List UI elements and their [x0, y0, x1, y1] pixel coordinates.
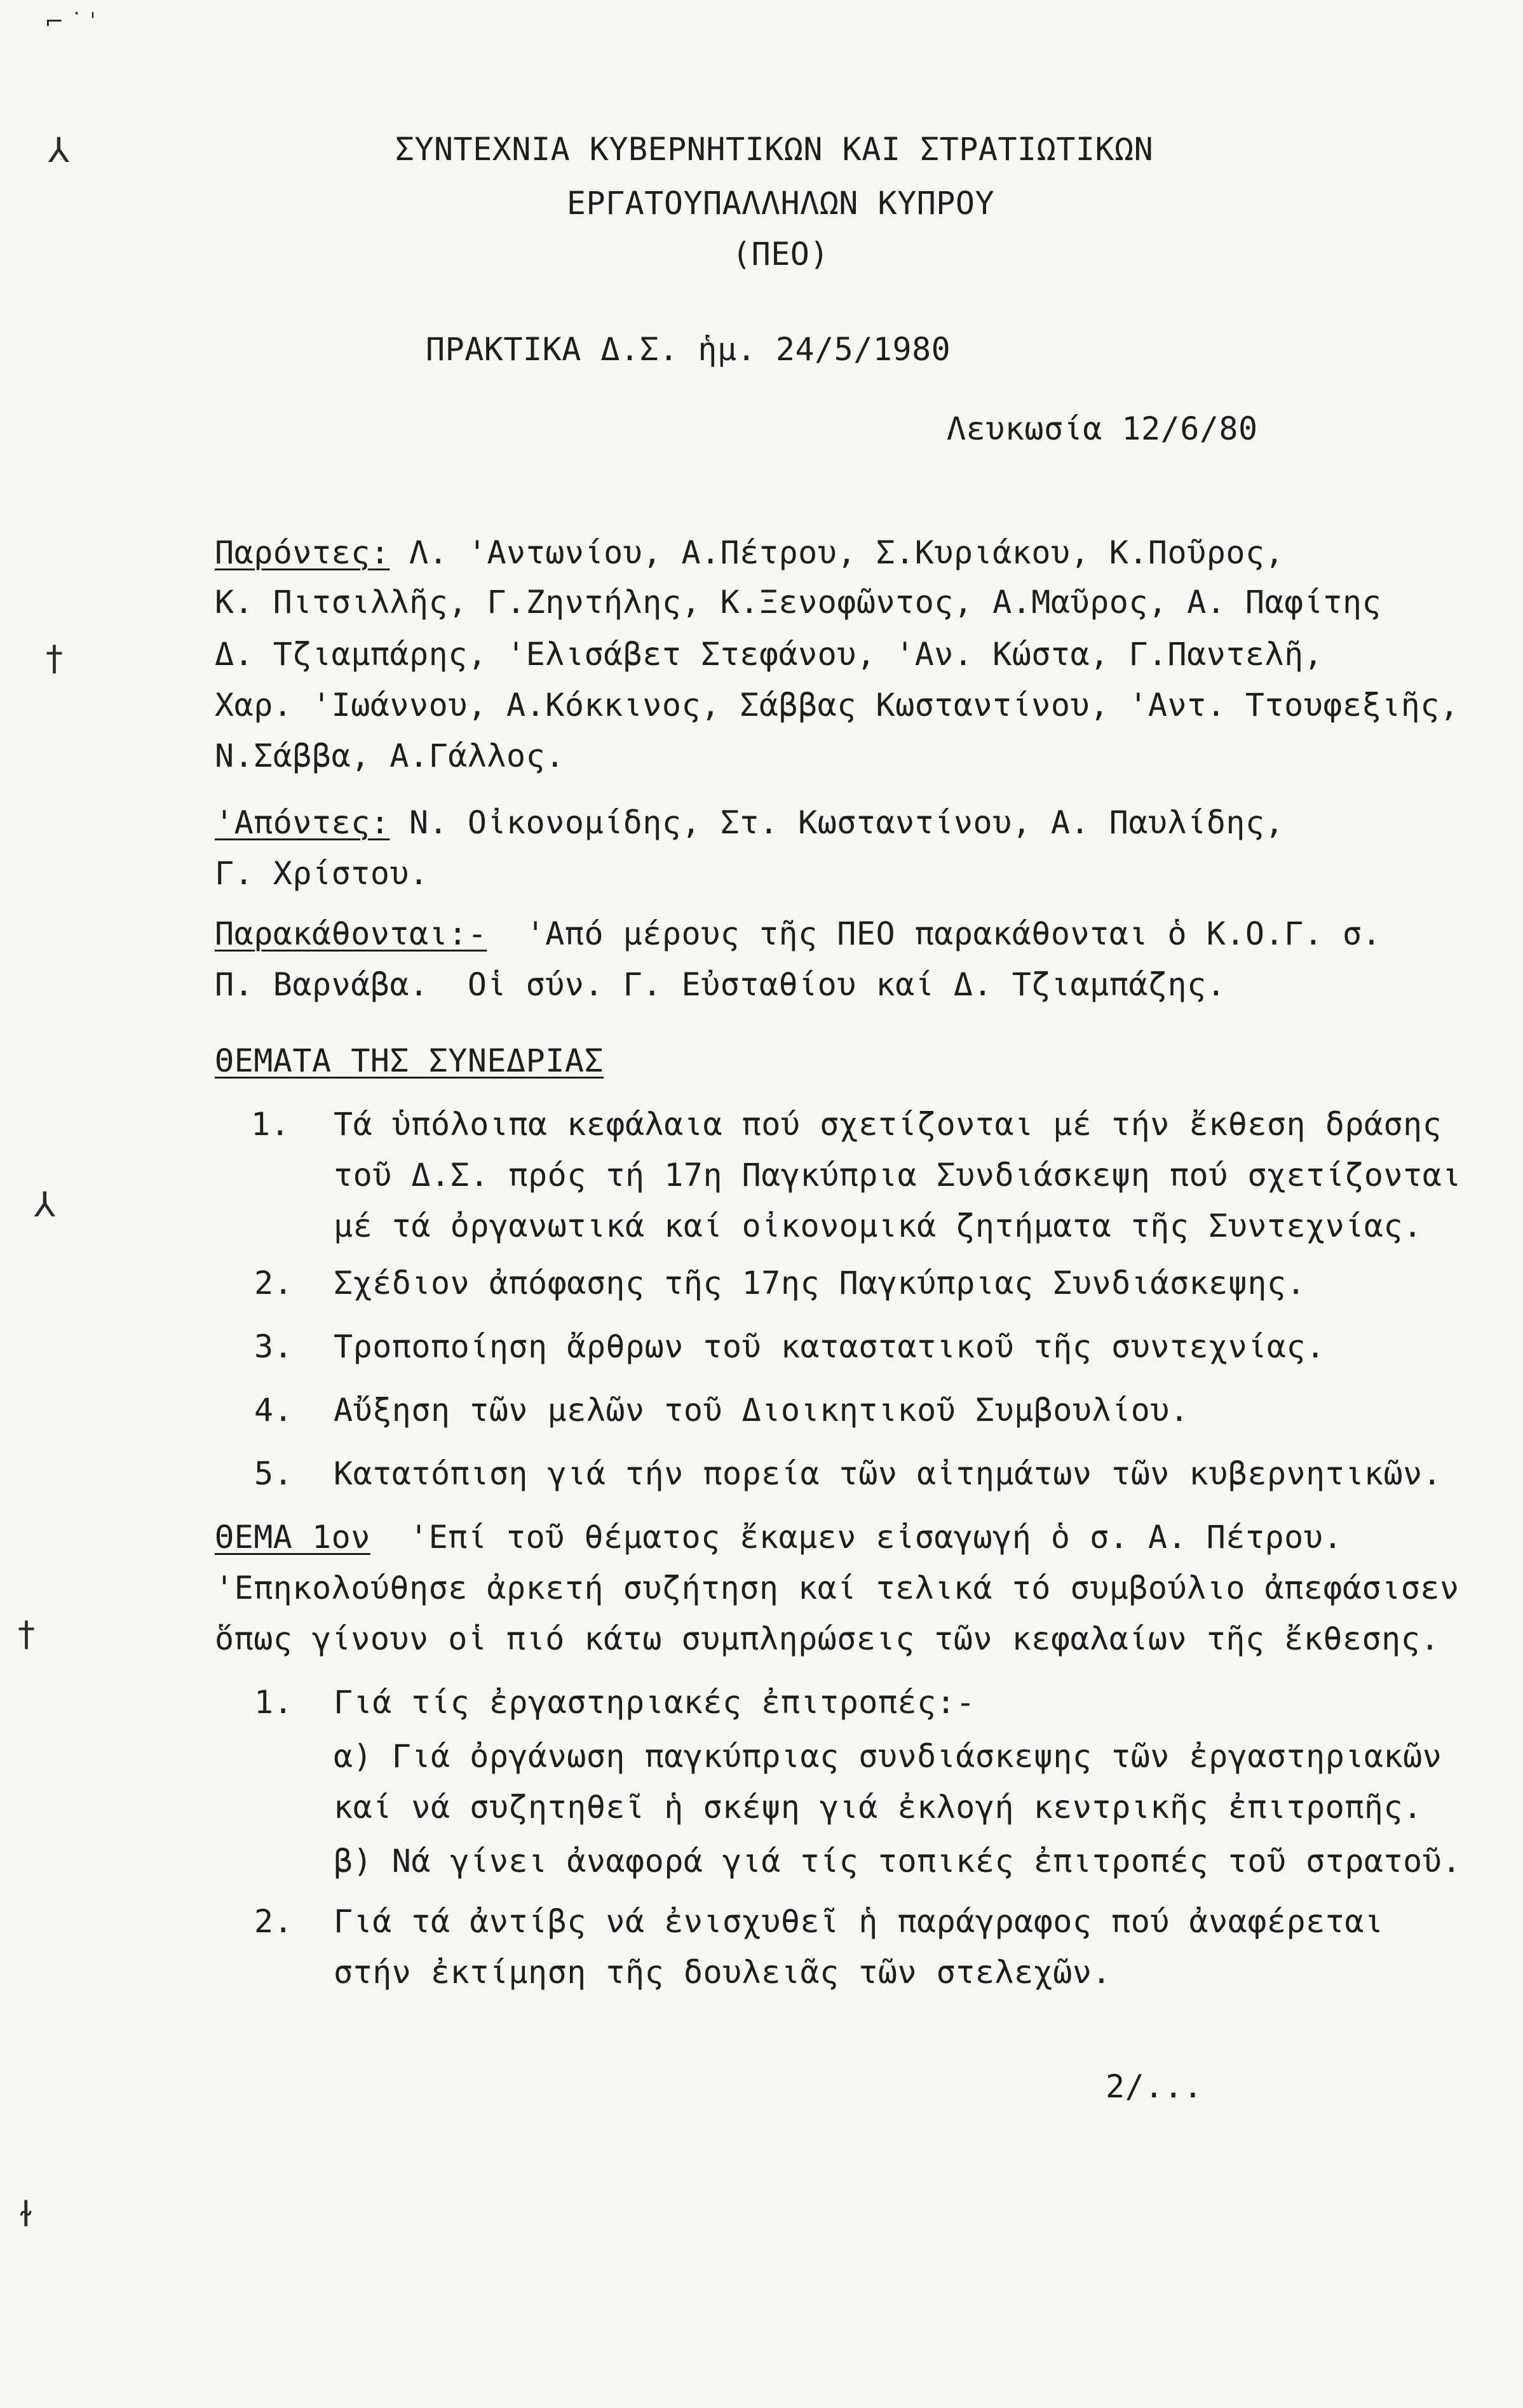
agenda-item-text: Τροποποίηση ἄρθρων τοῦ καταστατικοῦ τῆς συντεχνίας. — [334, 1328, 1325, 1365]
margin-tick-mark-icon: ⅄ — [48, 130, 69, 170]
agenda-item-text: Αὔξηση τῶν μελῶν τοῦ Διοικητικοῦ Συμβουλίου. — [334, 1392, 1189, 1429]
attending-line1: Παρακάθονται:- 'Από μέρους τῆς ΠΕΟ παρακάθονται ὁ Κ.Ο.Γ. σ. — [215, 915, 1382, 952]
present-line1: Παρόντες: Λ. 'Αντωνίου, Α.Πέτρου, Σ.Κυριάκου, Κ.Ποῦρος, — [215, 534, 1285, 571]
organization-abbreviation: (ΠΕΟ) — [731, 236, 829, 272]
place-and-date: Λευκωσία 12/6/80 — [947, 410, 1258, 447]
hole-punch-mark-icon: ⌐ ˙ ˈ — [44, 9, 96, 35]
topic1-point-text: β) Νά γίνει ἀναφορά γιά τίς τοπικές ἐπιτροπές τοῦ στρατοῦ. — [334, 1843, 1461, 1880]
topic1-line3: ὅπως γίνουν οἱ πιό κάτω συμπληρώσεις τῶν κεφαλαίων τῆς ἔκθεσης. — [215, 1620, 1440, 1657]
agenda-item-text: μέ τά ὀργανωτικά καί οἰκονομικά ζητήματα τῆς Συντεχνίας. — [334, 1207, 1423, 1244]
attending-label: Παρακάθονται:- — [215, 915, 487, 952]
margin-tick-mark-icon: ⅄ — [34, 1185, 55, 1225]
topic1-point-text: Γιά τά ἀντίβς νά ἐνισχυθεῖ ἡ παράγραφος πού ἀναφέρεται — [334, 1903, 1384, 1940]
topic1-label: ΘΕΜΑ 1ον — [215, 1519, 370, 1556]
agenda-item-text: Κατατόπιση γιά τήν πορεία τῶν αἰτημάτων τῶν κυβερνητικῶν. — [334, 1455, 1442, 1492]
organization-name-line2: ΕΡΓΑΤΟΥΠΑΛΛΗΛΩΝ ΚΥΠΡΟΥ — [566, 185, 995, 222]
present-line5: Ν.Σάββα, Α.Γάλλος. — [215, 737, 565, 774]
agenda-heading: ΘΕΜΑΤΑ ΤΗΣ ΣΥΝΕΔΡΙΑΣ — [215, 1042, 604, 1079]
agenda-item-number: 4. — [254, 1392, 294, 1429]
document-title: ΠΡΑΚΤΙΚΑ Δ.Σ. ἡμ. 24/5/1980 — [426, 331, 951, 368]
topic1-point-number: 2. — [254, 1903, 294, 1940]
margin-tick-mark-icon: † — [18, 1614, 35, 1654]
topic1-line2: 'Επηκολούθησε ἀρκετή συζήτηση καί τελικά τό συμβούλιο ἀπεφάσισεν — [215, 1570, 1459, 1606]
margin-tick-mark-icon: † — [46, 638, 63, 678]
agenda-item-text: Τά ὑπόλοιπα κεφάλαια πού σχετίζονται μέ τήν ἔκθεση δράσης — [334, 1106, 1442, 1143]
topic1-point-text: στήν ἐκτίμηση τῆς δουλειᾶς τῶν στελεχῶν. — [334, 1954, 1112, 1991]
absent-line1: 'Απόντες: Ν. Οἰκονομίδης, Στ. Κωσταντίνου, Α. Παυλίδης, — [215, 804, 1285, 841]
topic1-point-text: καί νά συζητηθεῖ ἡ σκέψη γιά ἐκλογή κεντρικῆς ἐπιτροπῆς. — [334, 1789, 1423, 1826]
topic1-point-number: 1. — [254, 1684, 294, 1721]
margin-tick-mark-icon: ɫ — [19, 2195, 33, 2235]
absent-line2: Γ. Χρίστου. — [215, 855, 429, 892]
agenda-item-number: 2. — [254, 1265, 294, 1302]
present-label: Παρόντες: — [215, 534, 390, 571]
agenda-item-text: Σχέδιον ἀπόφασης τῆς 17ης Παγκύπριας Συνδιάσκεψης. — [334, 1265, 1306, 1302]
organization-name-line1: ΣΥΝΤΕΧΝΙΑ ΚΥΒΕΡΝΗΤΙΚΩΝ ΚΑΙ ΣΤΡΑΤΙΩΤΙΚΩΝ — [395, 131, 1154, 168]
absent-label: 'Απόντες: — [215, 804, 390, 841]
attending-line2: Π. Βαρνάβα. Οἱ σύν. Γ. Εὐσταθίου καί Δ. Τζιαμπάζης. — [215, 966, 1226, 1003]
present-line3: Δ. Τζιαμπάρης, 'Ελισάβετ Στεφάνου, 'Αν. Κώστα, Γ.Παντελῆ, — [215, 636, 1323, 673]
topic1-point-text: Γιά τίς ἐργαστηριακές ἐπιτροπές:- — [334, 1684, 975, 1721]
agenda-item-text: τοῦ Δ.Σ. πρός τή 17η Παγκύπρια Συνδιάσκεψη πού σχετίζονται — [334, 1157, 1461, 1194]
agenda-item-number: 1. — [251, 1106, 290, 1143]
agenda-item-number: 3. — [254, 1328, 294, 1365]
topic1-line1: ΘΕΜΑ 1ον 'Επί τοῦ θέματος ἔκαμεν εἰσαγωγή ὁ σ. Α. Πέτρου. — [215, 1519, 1343, 1556]
present-line4: Χαρ. 'Ιωάννου, Α.Κόκκινος, Σάββας Κωσταντίνου, 'Αντ. Ττουφεξιῆς, — [215, 687, 1459, 723]
page-continuation: 2/... — [1106, 2068, 1203, 2105]
agenda-item-number: 5. — [254, 1455, 294, 1492]
present-line2: Κ. Πιτσιλλῆς, Γ.Ζηντήλης, Κ.Ξενοφῶντος, Α.Μαῦρος, Α. Παφίτης — [215, 584, 1382, 621]
topic1-point-text: α) Γιά ὀργάνωση παγκύπριας συνδιάσκεψης τῶν ἐργαστηριακῶν — [334, 1738, 1442, 1775]
